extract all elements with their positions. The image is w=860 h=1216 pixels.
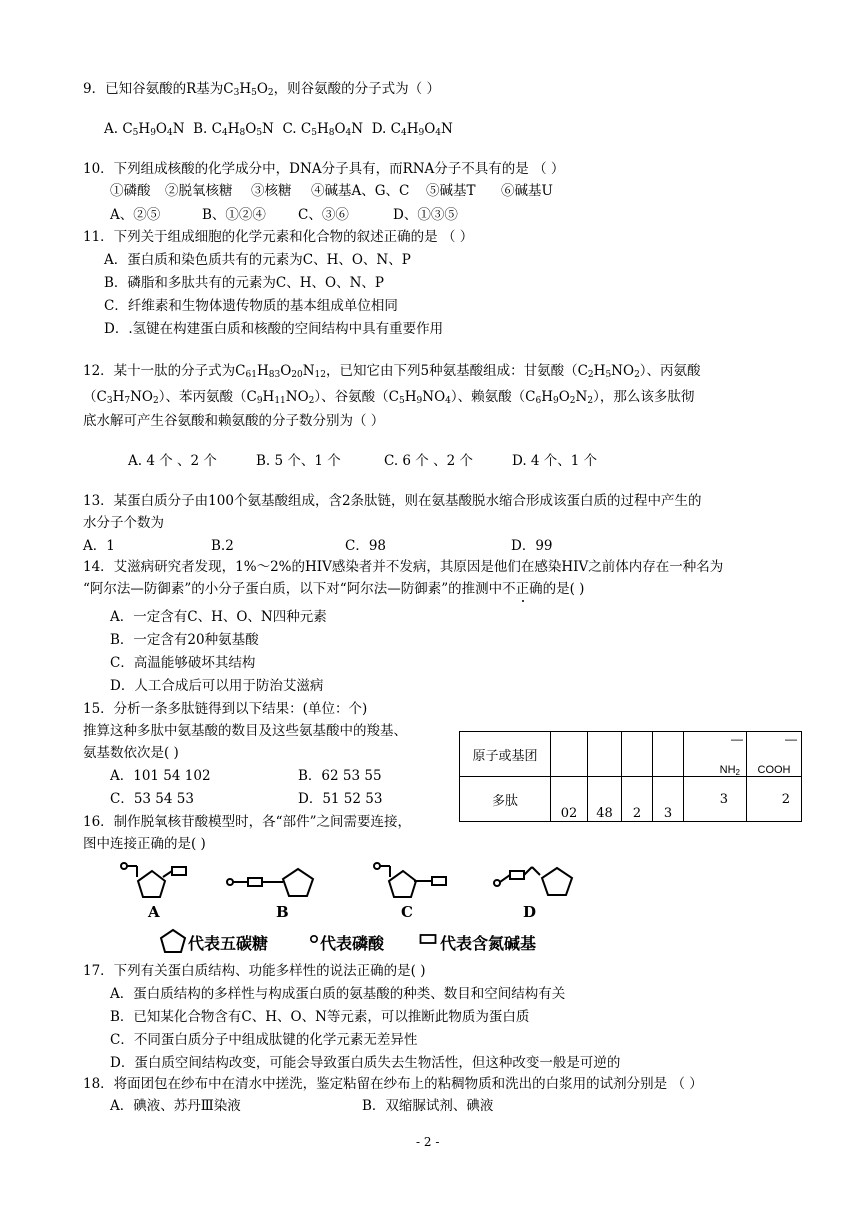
q11-option-a: A．蛋白质和染色质共有的元素为C、H、O、N、P (104, 252, 411, 268)
q17-stem: 17．下列有关蛋白质结构、功能多样性的说法正确的是( ) (83, 963, 426, 979)
q14-line1: 14．艾滋病研究者发现，1%～2%的HIV感染者并不发病，其原因是他们在感染HIV之前体内存在一种名为 (83, 559, 724, 575)
q18-options: A．碘液、苏丹Ⅲ染液 B．双缩脲试剂、碘液 (110, 1098, 494, 1114)
table-header-cell (588, 732, 622, 777)
model-d-label: D (523, 903, 537, 921)
q13-line1: 13．某蛋白质分子由100个氨基酸组成，含2条肽链，则在氨基酸脱水缩合形成该蛋白质的过程中产生的 (83, 493, 702, 509)
q9-option-d: D. $C_4H_9O_4N$ (371, 121, 453, 138)
q11-option-b: B．磷脂和多肽共有的元素为C、H、O、N、P (104, 275, 384, 291)
q9-option-c: C. $C_5H_8O_4N$ (282, 121, 364, 138)
q9-options (104, 120, 453, 138)
q15-options-ab: A．101 54 102 B．62 53 55 (110, 768, 382, 784)
table-row-label: 多肽 (460, 777, 551, 822)
rectangle-icon (419, 933, 437, 945)
model-b-label: B (276, 903, 289, 921)
table-cell: 3 (684, 777, 747, 822)
q14-option-c: C．高温能够破坏其结构 (110, 655, 256, 671)
model-d (494, 867, 572, 895)
legend-phosphate: 代表磷酸 (320, 934, 385, 953)
table-cell: 48 (588, 777, 622, 822)
q9-option-b: B. $C_4H_8O_5N$ (193, 121, 274, 138)
q17-option-a: A．蛋白质结构的多样性与构成蛋白质的氨基酸的种类、数目和空间结构有关 (110, 986, 566, 1002)
q15-line2: 推算这种多肽中氨基酸的数目及这些氨基酸中的羧基、 (83, 723, 407, 739)
q12-line1: 12．某十一肽的分子式为$C_{61}H_{83}O_{20}N_{12}$，已知它由下列5种氨基酸组成：甘氨酸$(C_2H_5NO_2)$、丙氨酸 (83, 363, 701, 380)
table-cell: 2 (622, 777, 653, 822)
table-header-label: 原子或基团 (460, 732, 551, 777)
q9-stem: 9．已知谷氨酸的R基为$C_3H_5O_2$，则谷氨酸的分子式为（ ） (83, 81, 440, 98)
q11-stem: 11．下列关于组成细胞的化学元素和化合物的叙述正确的是 （ ） (83, 229, 474, 245)
table-cell: 2 (747, 777, 802, 822)
q15-line3: 氨基数依次是( ) (83, 745, 179, 761)
q11-option-d: D．.氢键在构建蛋白质和核酸的空间结构中具有重要作用 (104, 321, 444, 337)
q18-stem: 18．将面团包在纱布中在清水中搓洗，鉴定粘留在纱布上的粘稠物质和洗出的白浆用的试剂分别是 （ ） (83, 1076, 703, 1092)
model-c-label: C (401, 903, 413, 921)
legend-base: 代表含氮碱基 (440, 934, 537, 953)
q12-line3: 底水解可产生谷氨酸和赖氨酸的分子数分别为（ ） (83, 413, 385, 429)
q17-option-c: C．不同蛋白质分子中组成肽键的化学元素无差异性 (110, 1032, 418, 1048)
q17-option-d: D．蛋白质空间结构改变，可能会导致蛋白质失去生物活性，但这种改变一般是可逆的 (110, 1055, 621, 1071)
table-header-cell (653, 732, 684, 777)
q14-option-d: D．人工合成后可以用于防治艾滋病 (110, 678, 324, 694)
model-a (121, 863, 186, 897)
table-cell: 3 (653, 777, 684, 822)
circle-icon (309, 934, 319, 944)
q9-option-a: A. $C_5H_9O_4N$ (104, 121, 185, 138)
q14-line2: “阿尔法—防御素”的小分子蛋白质，以下对“阿尔法—防御素”的推测中不正确的是( ) (83, 581, 585, 597)
page-number: - 2 - (416, 1135, 440, 1149)
q12-options: A. 4 个 、2 个 B. 5 个、1 个 C. 6 个 、2 个 D. 4 个、1 个 (128, 453, 598, 469)
q10-items: ①磷酸 ②脱氧核糖 ③核糖 ④碱基A、G、C ⑤碱基T ⑥碱基U (110, 183, 553, 199)
q17-option-b: B．已知某化合物含有C、H、O、N等元素，可以推断此物质为蛋白质 (110, 1009, 530, 1025)
q15-options-cd: C．53 54 53 D．51 52 53 (110, 791, 383, 807)
q10-options: A、②⑤ B、①②④ C、③⑥ D、①③⑤ (110, 207, 458, 223)
model-c (374, 863, 446, 897)
q14-option-a: A．一定含有C、H、O、N四种元素 (110, 609, 327, 625)
q12-line2: $(C_3H_7NO_2)$、苯丙氨酸$(C_9H_{11}NO_2)$、谷氨酸$(C_5H_9NO_4)$、赖氨酸$(C_6H_9O_2N_2)$，那么该多肽彻 (83, 389, 695, 406)
emphasis-dot: 正 (515, 581, 530, 597)
model-b (227, 869, 313, 896)
q16-line1: 16．制作脱氧核苷酸模型时，各“部件”之间需要连接， (83, 814, 411, 830)
q14-option-b: B．一定含有20种氨基酸 (110, 632, 259, 648)
table-header-cell (622, 732, 653, 777)
q16-line2: 图中连接正确的是( ) (83, 836, 206, 852)
q13-line2: 水分子个数为 (83, 515, 164, 531)
q15-data-table (459, 731, 802, 822)
table-header-cooh: — COOH (747, 732, 802, 777)
q10-stem: 10．下列组成核酸的化学成分中，DNA分子具有，而RNA分子不具有的是 （ ） (83, 161, 565, 177)
pentagon-icon (158, 928, 188, 954)
model-a-label: A (148, 903, 160, 921)
legend-sugar: 代表五碳糖 (188, 934, 269, 953)
q15-line1: 15．分析一条多肽链得到以下结果：(单位：个) (83, 701, 368, 717)
q13-options: A．1 B.2 C．98 D．99 (83, 538, 553, 554)
table-header-nh2: — $NH_2$ (684, 732, 747, 777)
table-cell: 02 (551, 777, 588, 822)
q11-option-c: C．纤维素和生物体遗传物质的基本组成单位相同 (104, 298, 398, 314)
table-header-cell (551, 732, 588, 777)
